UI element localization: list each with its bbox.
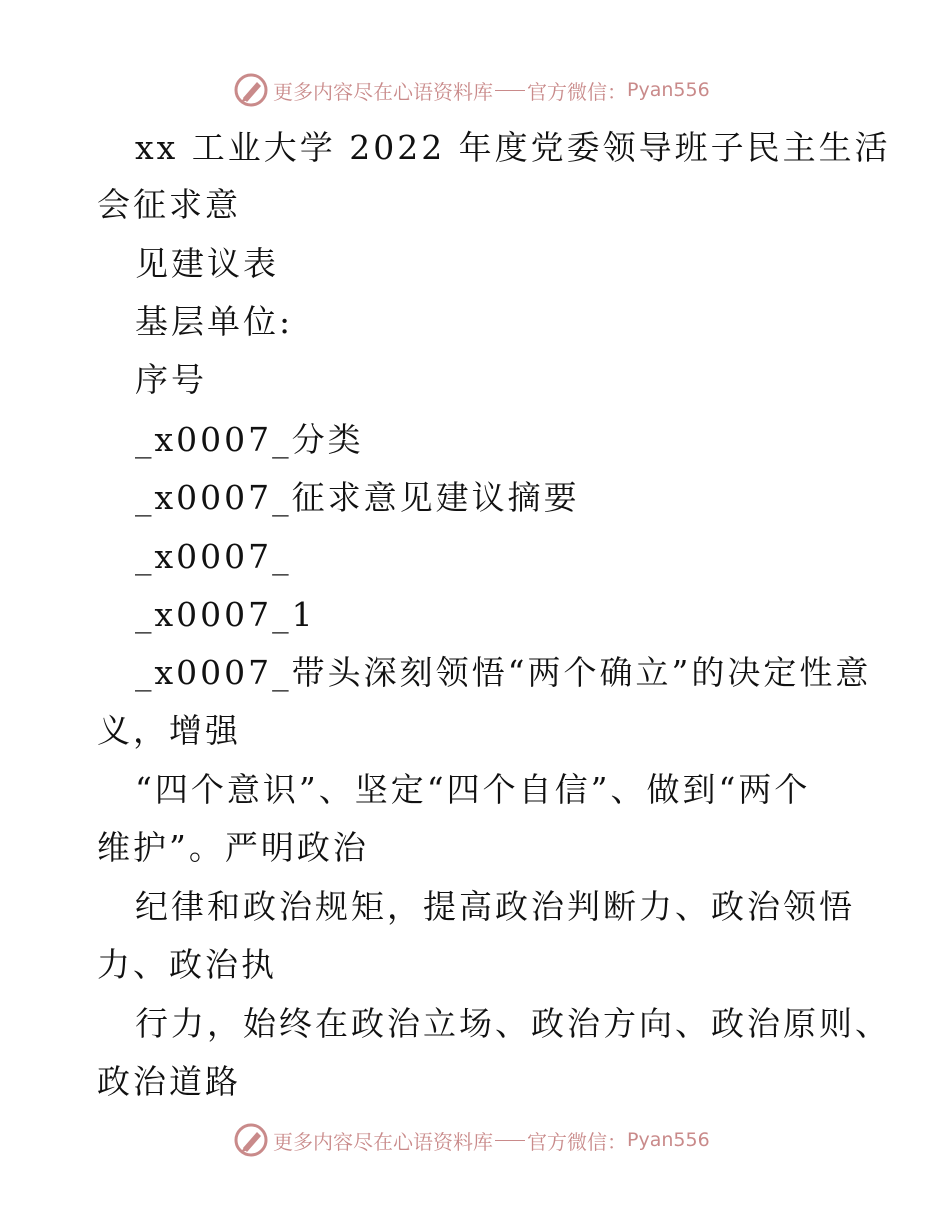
- pen-logo-icon: [233, 1122, 269, 1158]
- watermark-id: Pyan556: [627, 79, 710, 101]
- doc-line-17: 政治道路: [97, 1062, 241, 1101]
- doc-line-1: xx 工业大学 2022 年度党委领导班子民主生活: [135, 128, 891, 167]
- watermark-label: 官方微信：: [527, 79, 627, 104]
- doc-line-15: 力、政治执: [97, 945, 277, 984]
- doc-line-10: _x0007_带头深刻领悟“两个确立”的决定性意: [135, 653, 872, 692]
- doc-line-16: 行力，始终在政治立场、政治方向、政治原则、: [135, 1004, 891, 1043]
- doc-line-11: 义，增强: [97, 711, 241, 750]
- doc-line-6: _x0007_分类: [135, 420, 364, 459]
- pen-logo-icon: [233, 72, 269, 108]
- doc-line-7: _x0007_征求意见建议摘要: [135, 478, 580, 517]
- watermark-id: Pyan556: [627, 1129, 710, 1151]
- doc-line-3: 见建议表: [135, 244, 279, 283]
- watermark-banner-bottom: [233, 1120, 710, 1160]
- watermark-text: 更多内容尽在心语资料库: [273, 79, 493, 104]
- watermark-dash: [495, 90, 525, 91]
- doc-line-13: 维护”。严明政治: [97, 828, 369, 867]
- watermark-label: 官方微信：: [527, 1129, 627, 1154]
- watermark-dash: [495, 1140, 525, 1141]
- doc-line-4: 基层单位:: [135, 302, 294, 341]
- doc-line-8: _x0007_: [135, 537, 292, 576]
- doc-line-2: 会征求意: [97, 185, 241, 224]
- doc-line-12: “四个意识”、坚定“四个自信”、做到“两个: [135, 770, 811, 809]
- watermark-banner-top: [233, 70, 710, 110]
- doc-line-5: 序号: [135, 360, 207, 399]
- doc-line-9: _x0007_1: [135, 595, 316, 634]
- doc-line-14: 纪律和政治规矩，提高政治判断力、政治领悟: [135, 887, 855, 926]
- watermark-text: 更多内容尽在心语资料库: [273, 1129, 493, 1154]
